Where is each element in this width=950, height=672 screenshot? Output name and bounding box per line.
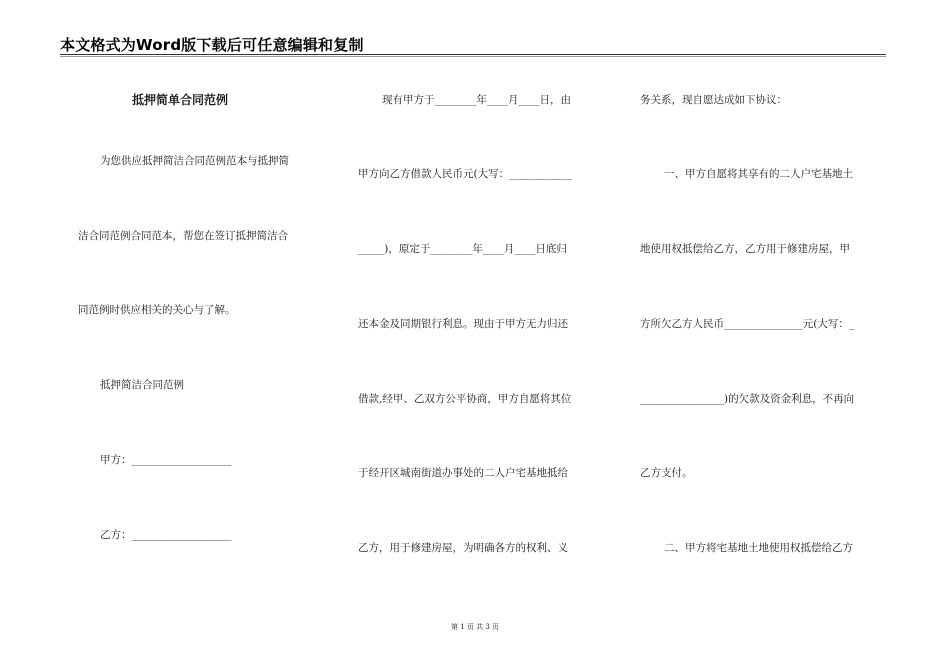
body-line: 乙方，用于修建房屋，为明确各方的权利、义 [358,542,568,554]
intro-line-3: 同范例时供应相关的关心与了解。 [78,304,236,316]
body-line: 二、甲方将宅基地土地使用权抵偿给乙方 [664,542,853,554]
body-line: _____)，原定于________年____月____日底归 [358,243,567,255]
body-line: 一、甲方自愿将其享有的二人户宅基地土 [664,168,853,180]
body-line: 乙方支付。 [640,467,693,479]
header-title: 本文格式为Word版下载后可任意编辑和复制 [60,36,364,54]
body-line: 于经开区城南街道办事处的二人户宅基地抵给 [358,467,568,479]
document-title: 抵押简单合同范例 [132,93,229,107]
intro-line-1: 为您供应抵押简洁合同范例范本与抵押简 [100,155,289,167]
body-line: 地使用权抵偿给乙方，乙方用于修建房屋，甲 [640,243,850,255]
body-line: 方所欠乙方人民币_______________元(大写：_ [640,318,855,330]
header-rule [60,54,886,55]
body-line: 务关系，现自愿达成如下协议： [640,94,787,106]
page-number: 第 1 页 共 3 页 [450,623,500,631]
body-line: 现有甲方于________年____月____日，由 [382,94,571,106]
party-a-line: 甲方：___________________ [100,454,232,466]
intro-line-2: 洁合同范例合同范本，帮您在签订抵押简洁合 [78,230,288,242]
party-b-line: 乙方：___________________ [100,529,232,541]
body-line: 还本金及同期银行利息。现由于甲方无力归还 [358,318,568,330]
body-line: 甲方向乙方借款人民币元(大写：____________ [358,168,573,180]
section-subtitle: 抵押简洁合同范例 [100,379,184,391]
body-line: 借款,经甲、乙双方公平协商，甲方自愿将其位 [358,393,572,405]
body-line: ________________)的欠款及资金利息，不再向 [640,393,855,405]
header-rule-thin [60,56,886,57]
